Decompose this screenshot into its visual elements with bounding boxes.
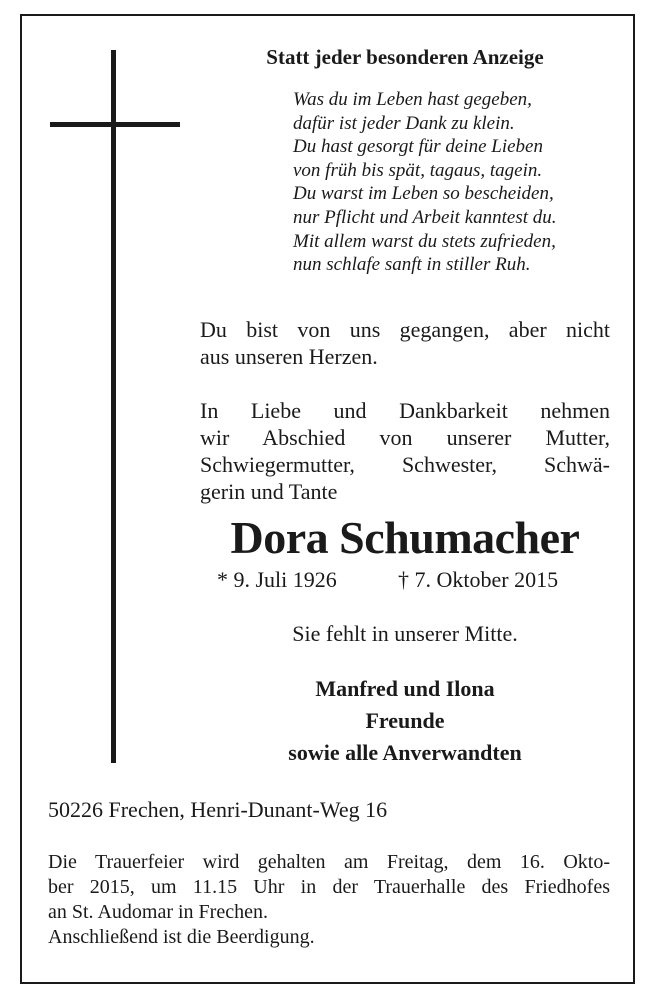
paragraph-line: Schwiegermutter, Schwester, Schwä- bbox=[200, 452, 610, 477]
poem bbox=[293, 88, 557, 277]
mourner: Manfred und Ilona bbox=[315, 676, 495, 701]
poem-line: Du warst im Leben so bescheiden, bbox=[293, 183, 554, 205]
closing-line: Sie fehlt in unserer Mitte. bbox=[292, 621, 518, 646]
poem-line: von früh bis spät, tagaus, tagein. bbox=[293, 159, 543, 181]
service-line: an St. Audomar in Frechen. bbox=[48, 901, 268, 923]
poem-line: Was du im Leben hast gegeben, bbox=[293, 89, 532, 110]
family-address: 50226 Frechen, Henri-Dunant-Weg 16 bbox=[48, 797, 388, 822]
deceased-name: Dora Schumacher bbox=[230, 512, 580, 563]
death-date: † 7. Oktober 2015 bbox=[398, 567, 559, 592]
paragraph-line: In Liebe und Dankbarkeit nehmen bbox=[200, 398, 610, 423]
mourner: sowie alle Anverwandten bbox=[288, 740, 522, 765]
cross-horizontal-bar bbox=[50, 122, 180, 127]
poem-line: nun schlafe sanft in stiller Ruh. bbox=[293, 254, 531, 276]
notice-heading: Statt jeder besonderen Anzeige bbox=[266, 45, 544, 69]
poem-line: Du hast gesorgt für deine Lieben bbox=[293, 136, 543, 158]
birth-date: * 9. Juli 1926 bbox=[217, 567, 337, 592]
paragraph-line: wir Abschied von unserer Mutter, bbox=[200, 425, 610, 450]
paragraph-line: gerin und Tante bbox=[200, 479, 338, 504]
poem-line: nur Pflicht und Arbeit kanntest du. bbox=[293, 206, 557, 228]
service-line: Die Trauerfeier wird gehalten am Freitag, dem 16. Okto- bbox=[48, 851, 610, 873]
mourners-list bbox=[200, 673, 610, 769]
gratitude-paragraph bbox=[200, 397, 610, 505]
mourner: Freunde bbox=[365, 708, 445, 733]
poem-line: dafür ist jeder Dank zu klein. bbox=[293, 112, 515, 134]
service-line: Anschließend ist die Beerdigung. bbox=[48, 926, 315, 948]
service-line: ber 2015, um 11.15 Uhr in der Trauerhalle des Friedhofes bbox=[48, 876, 610, 898]
farewell-paragraph bbox=[200, 316, 610, 370]
cross-vertical-bar bbox=[111, 50, 116, 763]
funeral-service-info bbox=[48, 850, 610, 950]
paragraph-line: Du bist von uns gegangen, aber nicht bbox=[200, 317, 610, 342]
paragraph-line: aus unseren Herzen. bbox=[200, 344, 378, 369]
poem-line: Mit allem warst du stets zufrieden, bbox=[293, 230, 556, 252]
